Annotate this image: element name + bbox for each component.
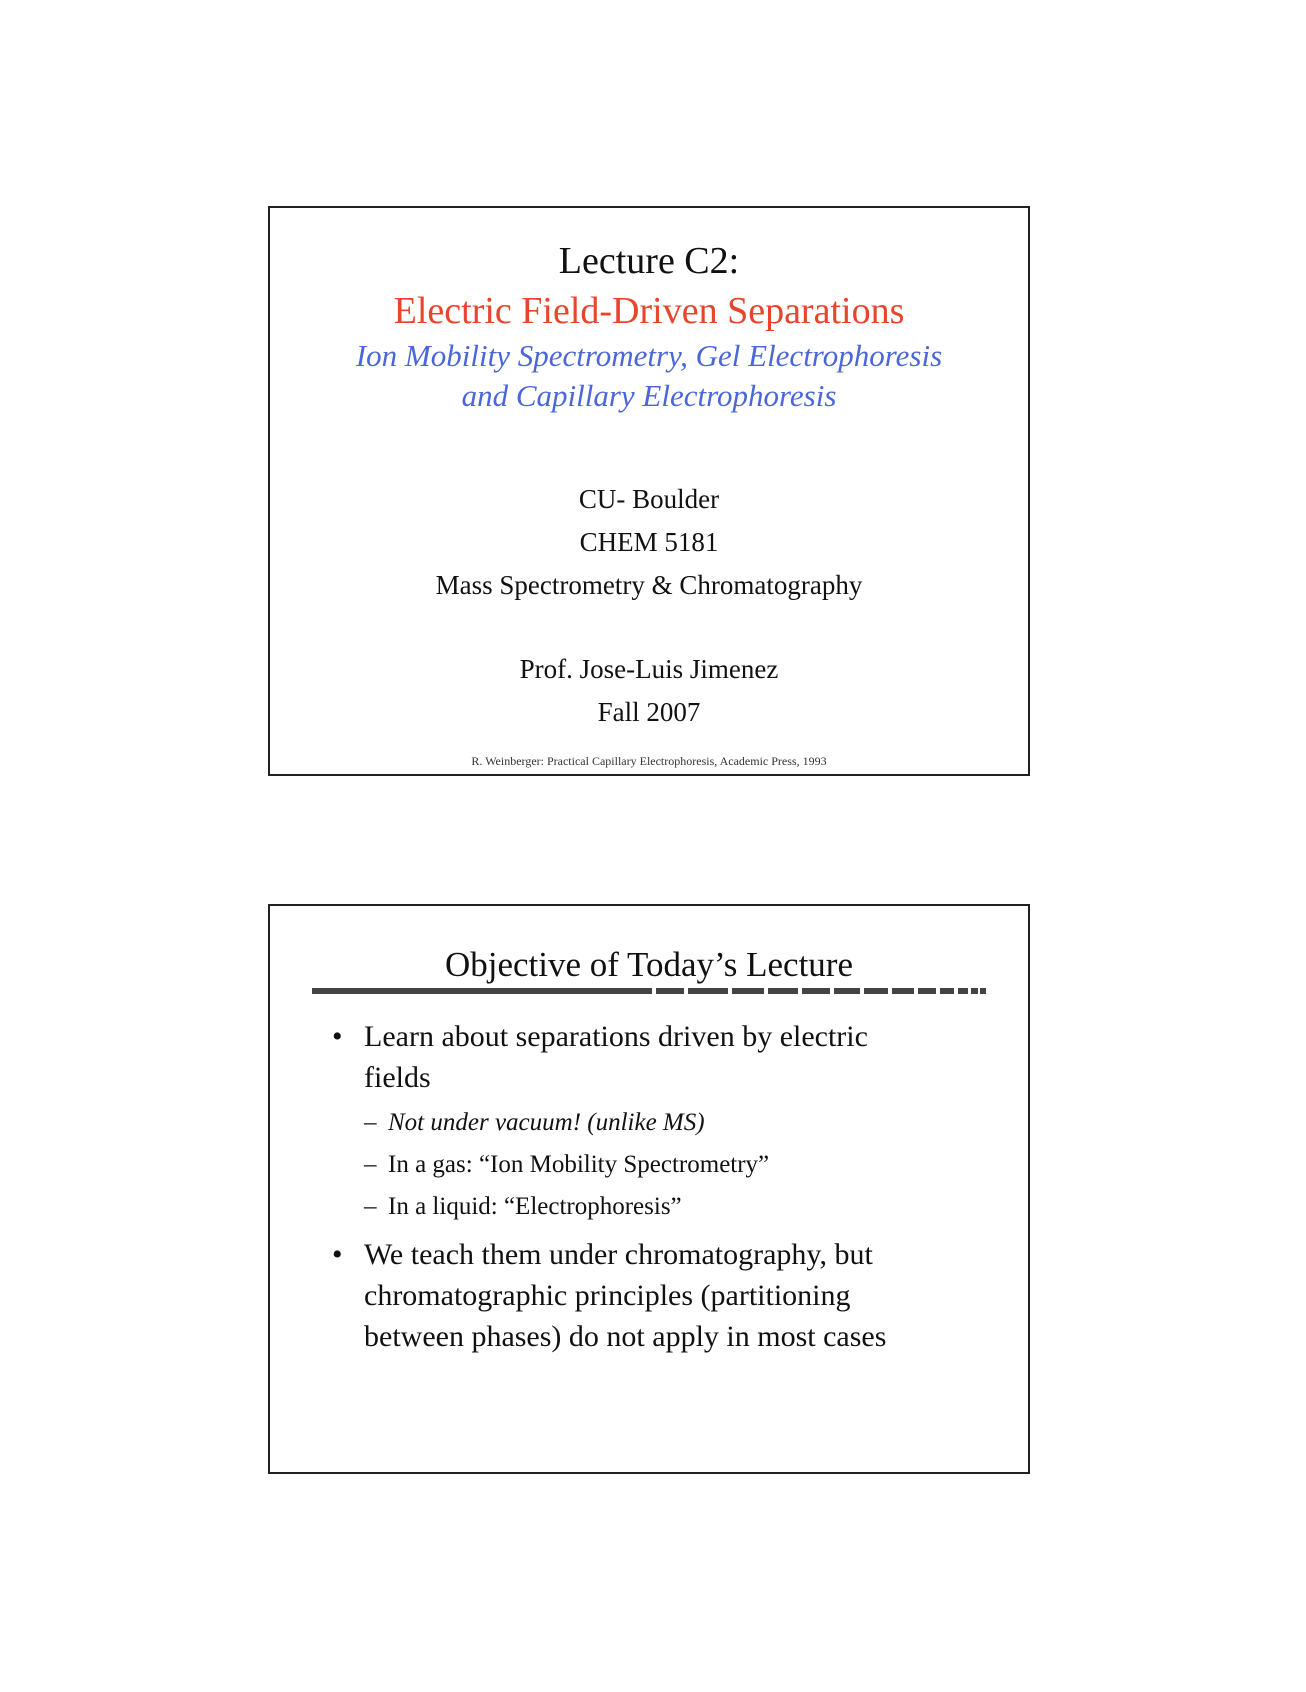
rule-segment bbox=[958, 988, 968, 994]
sub-bullet-list bbox=[364, 1102, 972, 1228]
rule-segment bbox=[312, 988, 652, 994]
dash-marker: – bbox=[364, 1193, 377, 1220]
instructor-info bbox=[270, 648, 1028, 734]
slide-heading: Objective of Today’s Lecture bbox=[444, 945, 853, 984]
sub-bullet-item bbox=[364, 1102, 972, 1144]
reference-citation: R. Weinberger: Practical Capillary Electrophoresis, Academic Press, 1993 bbox=[471, 754, 827, 768]
rule-segment bbox=[656, 988, 684, 994]
rule-segment bbox=[971, 988, 978, 994]
slide-objective bbox=[268, 904, 1030, 1474]
topics-line-2: and Capillary Electrophoresis bbox=[461, 378, 837, 413]
lecture-topics bbox=[270, 336, 1028, 416]
bullet-line: We teach them under chromatography, but bbox=[364, 1238, 873, 1271]
bullet-line: chromatographic principles (partitioning bbox=[364, 1279, 851, 1312]
bullet-text bbox=[364, 1016, 972, 1098]
bullet-line: Learn about separations driven by electric bbox=[364, 1020, 868, 1053]
bullet-dot: • bbox=[332, 1020, 343, 1053]
rule-segment bbox=[802, 988, 830, 994]
dash-marker: – bbox=[364, 1109, 377, 1136]
sub-bullet-item bbox=[364, 1186, 972, 1228]
bullet-line: between phases) do not apply in most cases bbox=[364, 1320, 887, 1353]
lecture-title: Lecture C2: bbox=[558, 240, 740, 282]
term: Fall 2007 bbox=[597, 697, 701, 727]
course-name: Mass Spectrometry & Chromatography bbox=[435, 570, 863, 600]
rule-segment bbox=[892, 988, 914, 994]
rule-segment bbox=[940, 988, 954, 994]
rule-segment bbox=[864, 988, 888, 994]
rule-segment bbox=[732, 988, 764, 994]
slide-title bbox=[268, 206, 1030, 776]
rule-segment bbox=[688, 988, 728, 994]
rule-segment bbox=[834, 988, 860, 994]
sub-bullet-text: In a liquid: “Electrophoresis” bbox=[388, 1193, 682, 1220]
bullet-line: fields bbox=[364, 1061, 431, 1094]
title-underline-rule bbox=[312, 987, 986, 995]
course-code: CHEM 5181 bbox=[579, 527, 719, 557]
sub-bullet-text: Not under vacuum! (unlike MS) bbox=[388, 1109, 705, 1136]
bullet-list bbox=[332, 1016, 972, 1357]
rule-segment bbox=[918, 988, 936, 994]
rule-segment bbox=[980, 988, 986, 994]
sub-bullet-text: In a gas: “Ion Mobility Spectrometry” bbox=[388, 1151, 770, 1178]
bullet-item bbox=[332, 1234, 972, 1357]
dash-marker: – bbox=[364, 1151, 377, 1178]
course-info bbox=[270, 478, 1028, 607]
topics-line-1: Ion Mobility Spectrometry, Gel Electrophoresis bbox=[355, 338, 943, 373]
institution: CU- Boulder bbox=[578, 484, 720, 514]
sub-bullet-item bbox=[364, 1144, 972, 1186]
lecture-subtitle: Electric Field-Driven Separations bbox=[393, 290, 905, 332]
rule-segment bbox=[768, 988, 798, 994]
professor-name: Prof. Jose-Luis Jimenez bbox=[519, 654, 779, 684]
bullet-item bbox=[332, 1016, 972, 1228]
bullet-text bbox=[364, 1234, 972, 1357]
bullet-dot: • bbox=[332, 1238, 343, 1271]
